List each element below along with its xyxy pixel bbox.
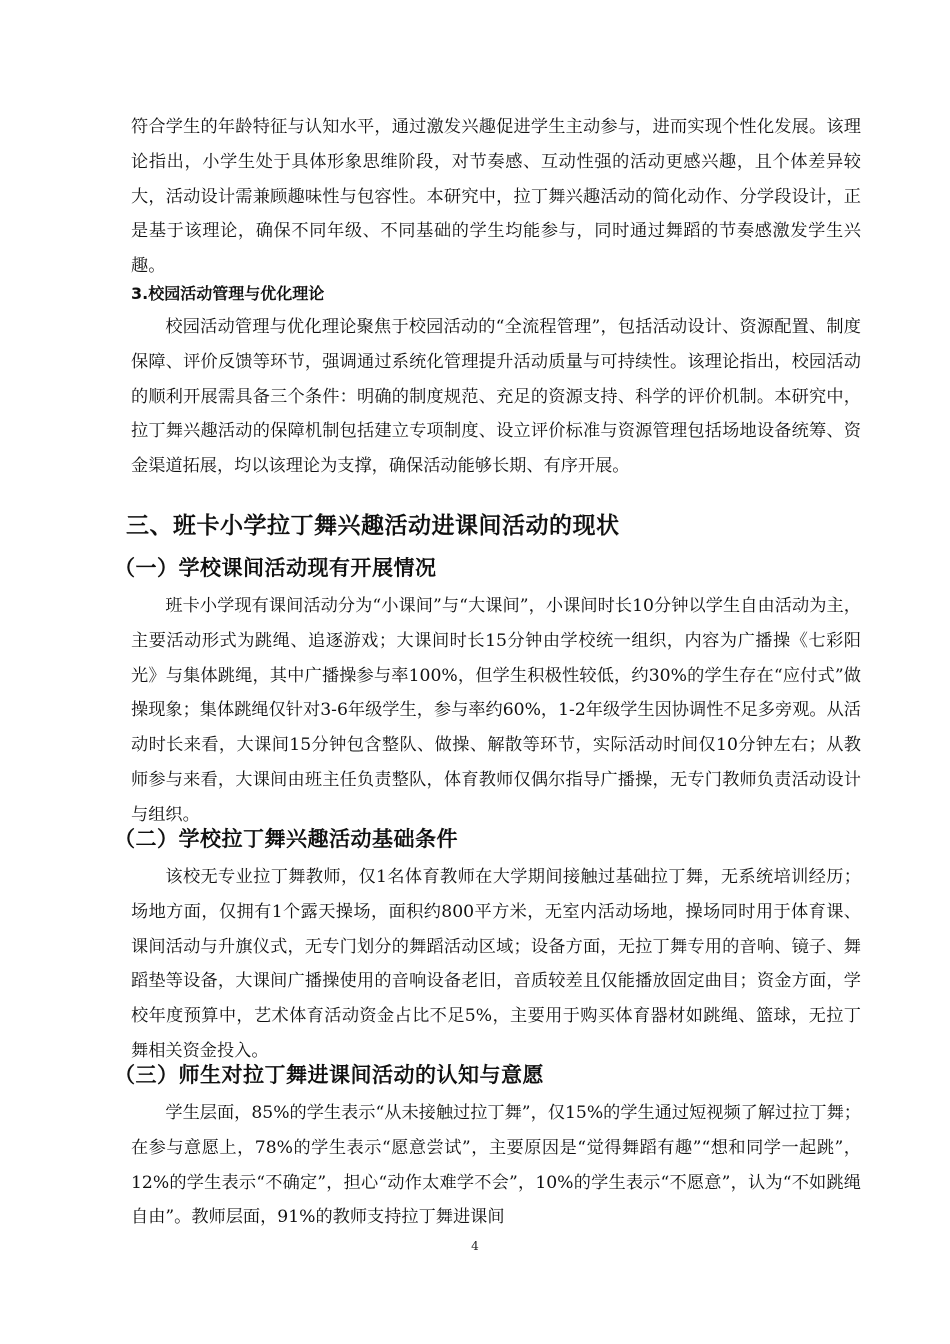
paragraph-3-1: 班卡小学现有课间活动分为“小课间”与“大课间”，小课间时长10分钟以学生自由活动为主，主要活动形式为跳绳、追逐游戏；大课间时长15分钟由学校统一组织，内容为广播操《七彩阳光》与集体跳绳，其中广播操参与率100%，但学生积极性较低，约30%的学生存在“应付式”做操现象；集体跳绳仅针对3-6年级学生，参与率约60%，1-2年级学生因协调性不足多旁观。从活动时长来看，大课间15分钟包含整队、做操、解散等环节，实际活动时间仅10分钟左右；从教师参与来看，大课间由班主任负责整队，体育教师仅偶尔指导广播操，无专门教师负责活动设计与组织。 (131, 596, 861, 825)
section-heading-3: 三、班卡小学拉丁舞兴趣活动进课间活动的现状 (126, 513, 620, 539)
paragraph-intro: 符合学生的年龄特征与认知水平，通过激发兴趣促进学生主动参与，进而实现个性化发展。该理论指出，小学生处于具体形象思维阶段，对节奏感、互动性强的活动更感兴趣，且个体差异较大，活动设计需兼顾趣味性与包容性。本研究中，拉丁舞兴趣活动的简化动作、分学段设计，正是基于该理论，确保不同年级、不同基础的学生均能参与，同时通过舞蹈的节奏感激发学生兴趣。 (131, 117, 861, 277)
page-number: 4 (471, 1239, 479, 1253)
subheading-theory-3: 3.校园活动管理与优化理论 (131, 284, 325, 303)
subsection-heading-3-2: （二）学校拉丁舞兴趣活动基础条件 (114, 827, 458, 851)
paragraph-theory-3: 校园活动管理与优化理论聚焦于校园活动的“全流程管理”，包括活动设计、资源配置、制度保障、评价反馈等环节，强调通过系统化管理提升活动质量与可持续性。该理论指出，校园活动的顺利开展需具备三个条件：明确的制度规范、充足的资源支持、科学的评价机制。本研究中，拉丁舞兴趣活动的保障机制包括建立专项制度、设立评价标准与资源管理包括场地设备统筹、资金渠道拓展，均以该理论为支撑，确保活动能够长期、有序开展。 (131, 317, 861, 477)
subsection-heading-3-3: （三）师生对拉丁舞进课间活动的认知与意愿 (114, 1063, 544, 1087)
subsection-heading-3-1: （一）学校课间活动现有开展情况 (114, 556, 437, 580)
paragraph-3-2: 该校无专业拉丁舞教师，仅1名体育教师在大学期间接触过基础拉丁舞，无系统培训经历；场地方面，仅拥有1个露天操场，面积约800平方米，无室内活动场地，操场同时用于体育课、课间活动与升旗仪式，无专门划分的舞蹈活动区域；设备方面，无拉丁舞专用的音响、镜子、舞蹈垫等设备，大课间广播操使用的音响设备老旧，音质较差且仅能播放固定曲目；资金方面，学校年度预算中，艺术体育活动资金占比不足5%，主要用于购买体育器材如跳绳、篮球，无拉丁舞相关资金投入。 (131, 867, 861, 1061)
paragraph-3-3: 学生层面，85%的学生表示“从未接触过拉丁舞”，仅15%的学生通过短视频了解过拉丁舞；在参与意愿上，78%的学生表示“愿意尝试”，主要原因是“觉得舞蹈有趣”“想和同学一起跳”，12%的学生表示“不确定”，担心“动作太难学不会”，10%的学生表示“不愿意”，认为“不如跳绳自由”。教师层面，91%的教师支持拉丁舞进课间 (131, 1103, 861, 1228)
